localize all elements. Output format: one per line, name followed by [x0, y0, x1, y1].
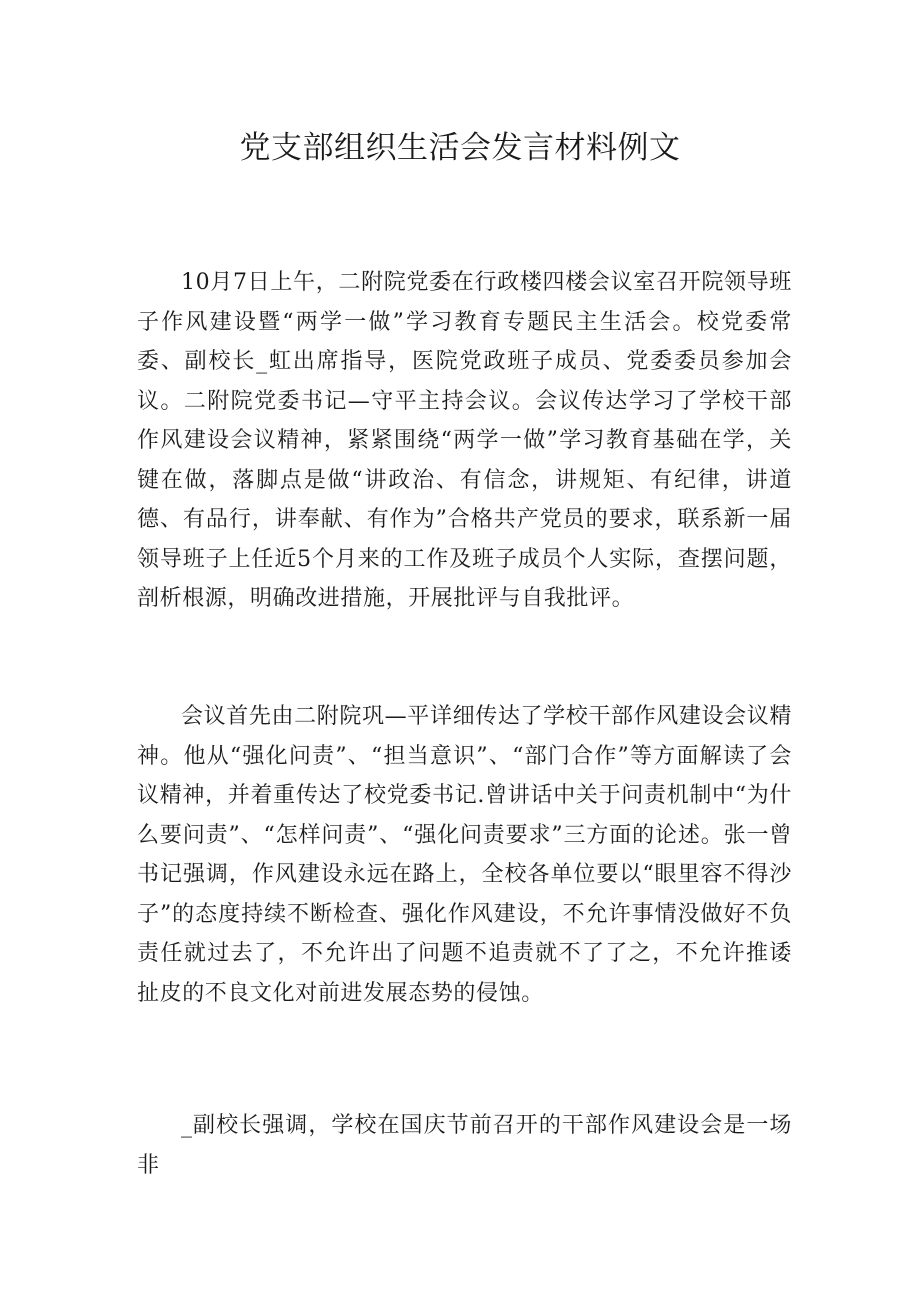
paragraph-1: 10月7日上午，二附院党委在行政楼四楼会议室召开院领导班子作风建设暨“两学一做”学习教育专题民主生活会。校党委常委、副校长_虹出席指导，医院党政班子成员、党委委员参加会议。二附院党委书记—守平主持会议。会议传达学习了学校干部作风建设会议精神，紧紧围绕“两学一做”学习教育基础在学，关键在做，落脚点是做“讲政治、有信念，讲规矩、有纪律，讲道德、有品行，讲奉献、有作为”合格共产党员的要求，联系新一届领导班子上任近5个月来的工作及班子成员个人实际，查摆问题，剖析根源，明确改进措施，开展批评与自我批评。: [137, 270, 792, 611]
paragraph-2: 会议首先由二附院巩—平详细传达了学校干部作风建设会议精神。他从“强化问责”、“担当意识”、“部门合作”等方面解读了会议精神，并着重传达了校党委书记.曾讲话中关于问责机制中“为什么要问责”、“怎样问责”、“强化问责要求”三方面的论述。张一曾书记强调，作风建设永远在路上，全校各单位要以“眼里容不得沙子”的态度持续不断检查、强化作风建设，不允许事情没做好不负责任就过去了，不允许出了问题不追责就不了了之，不允许推诿扯皮的不良文化对前进发展态势的侵蚀。: [137, 704, 792, 1006]
paragraph-3: _副校长强调，学校在国庆节前召开的干部作风建设会是一场非: [137, 1113, 792, 1178]
document-title: 党支部组织生活会发言材料例文: [239, 130, 681, 166]
